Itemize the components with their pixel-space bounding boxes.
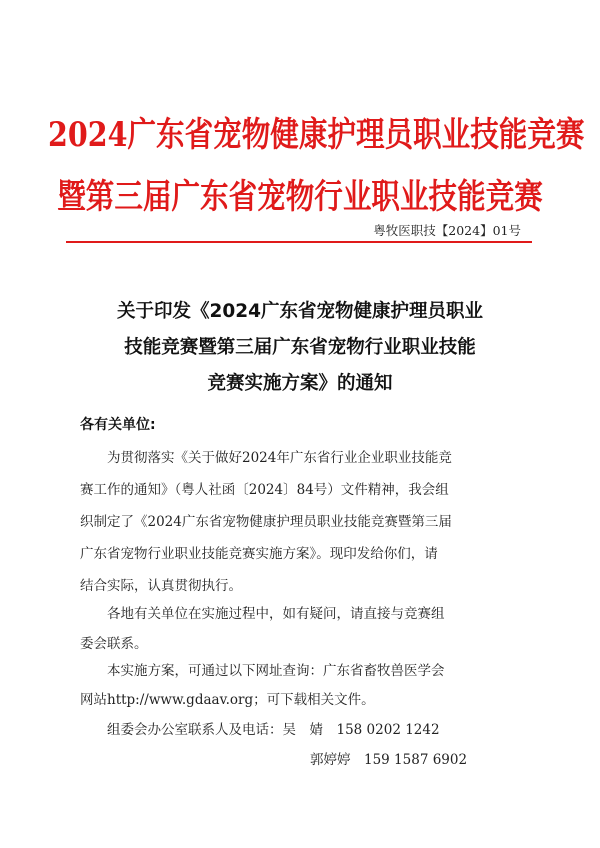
body-line: 广东省宠物行业职业技能竞赛实施方案》。现印发给你们，请	[80, 546, 438, 562]
body-line: 委会联系。	[80, 636, 148, 652]
contact-line: 组委会办公室联系人及电话：吴 婧 158 0202 1242	[107, 722, 440, 738]
body-line: 结合实际，认真贯彻执行。	[80, 578, 242, 594]
letterhead-line-1: 2024广东省宠物健康护理员职业技能竞赛	[48, 115, 585, 155]
letterhead-line-2: 暨第三届广东省宠物行业职业技能竞赛	[57, 177, 543, 217]
contact-line: 郭婷婷 159 1587 6902	[310, 752, 468, 768]
body-line: 网站http://www.gdaav.org；可下载相关文件。	[80, 692, 375, 708]
body-line: 为贯彻落实《关于做好2024年广东省行业企业职业技能竞	[107, 450, 452, 466]
red-divider-line	[66, 241, 532, 243]
notice-title-line-2: 技能竞赛暨第三届广东省宠物行业职业技能	[124, 337, 476, 358]
body-line: 本实施方案，可通过以下网址查询：广东省畜牧兽医学会	[107, 663, 445, 679]
notice-title-line-1: 关于印发《2024广东省宠物健康护理员职业	[117, 301, 483, 322]
document-number: 粤牧医职技【2024】01号	[373, 223, 521, 238]
salutation: 各有关单位:	[80, 417, 156, 433]
body-line: 各地有关单位在实施过程中，如有疑问，请直接与竞赛组	[107, 606, 445, 622]
body-line: 织制定了《2024广东省宠物健康护理员职业技能竞赛暨第三届	[80, 514, 452, 530]
notice-title-line-3: 竞赛实施方案》的通知	[207, 373, 393, 394]
body-line: 赛工作的通知》（粤人社函〔2024〕84号）文件精神，我会组	[80, 482, 449, 498]
